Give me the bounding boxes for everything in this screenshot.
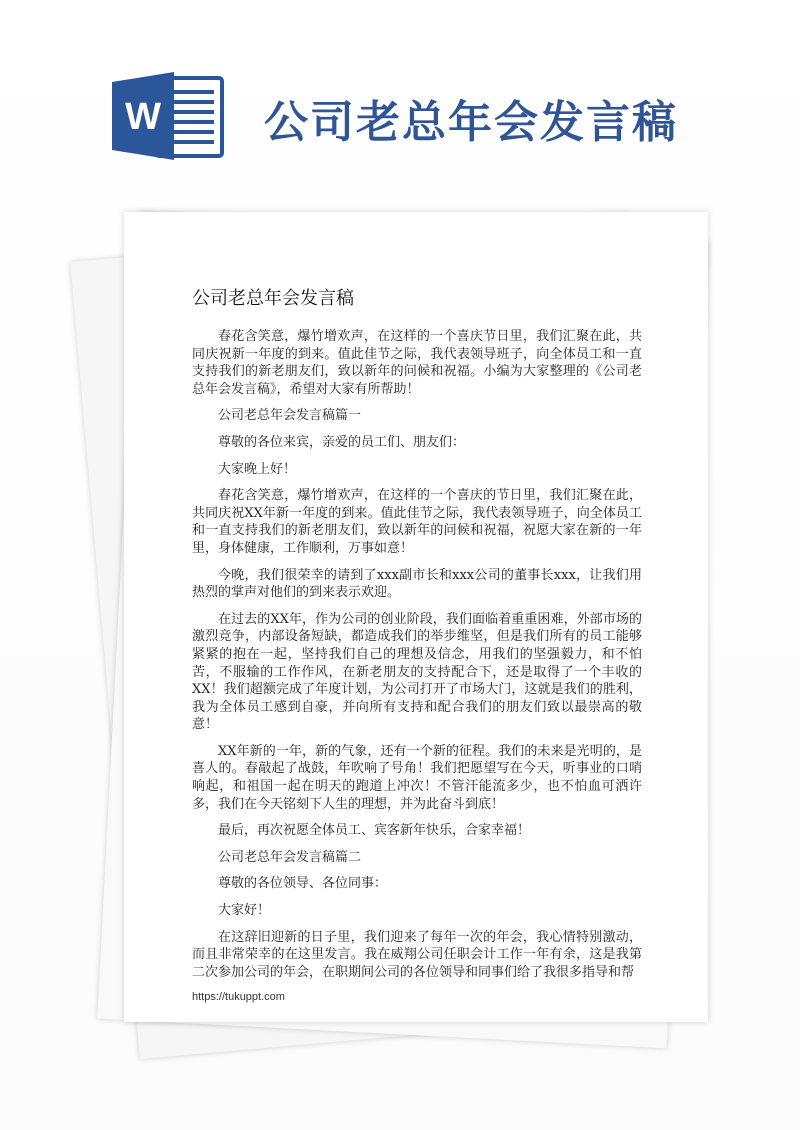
salutation: 尊敬的各位领导、各位同事： [218, 876, 388, 892]
section-heading-part-one: 公司老总年会发言稿篇一 [218, 408, 362, 424]
page-header-title: 公司老总年会发言稿 [264, 97, 678, 148]
word-logo-letter: W [125, 96, 161, 138]
section-heading-part-two: 公司老总年会发言稿篇二 [218, 849, 362, 865]
body-paragraph: 在这辞旧迎新的日子里，我们迎来了每年一次的年会，我心情特别激动，而且非常荣幸的在这里发言。我在威翔公司任职会计工作一年有余，这是我第二次参加公司的年会，在职期间公司的各位领导和同事们给了我很多指导和帮 [192, 929, 642, 980]
greeting: 大家晚上好！ [218, 461, 297, 477]
document-title: 公司老总年会发言稿 [192, 288, 354, 309]
word-document-icon [112, 70, 230, 162]
body-paragraph: 春花含笑意，爆竹增欢声，在这样的一个喜庆的节日里，我们汇聚在此，共同庆祝XX年新一年度的到来。值此佳节之际，我代表领导班子，向全体员工和一直支持我们的新老朋友们，致以新年的问候和祝福，祝愿大家在新的一年里，身体健康，工作顺利，万事如意！ [192, 488, 642, 556]
body-paragraph: XX年新的一年，新的气象，还有一个新的征程。我们的未来是光明的，是喜人的。春敲起了战鼓，年吹响了号角！我们把愿望写在今天，听事业的口哨响起，和祖国一起在明天的跑道上冲次！不管汗能流多少，也不怕血可洒许多，我们在今天铭刻下人生的理想，并为此奋斗到底！ [192, 743, 642, 812]
closing-paragraph: 最后，再次祝愿全体员工、宾客新年快乐，合家幸福！ [218, 823, 531, 839]
document-footer-url: https://tukuppt.com [192, 991, 285, 1003]
greeting: 大家好！ [218, 903, 271, 919]
intro-paragraph: 春花含笑意，爆竹增欢声，在这样的一个喜庆节日里，我们汇聚在此，共同庆祝新一年度的到来。值此佳节之际，我代表领导班子，向全体员工和一直支持我们的新老朋友们，致以新年的问候和祝福。小编为大家整理的《公司老总年会发言稿》，希望对大家有所帮助！ [192, 329, 642, 397]
document-page [124, 212, 708, 1022]
body-paragraph: 在过去的XX年，作为公司的创业阶段，我们面临着重重困难，外部市场的激烈竞争，内部设备短缺，都造成我们的举步维坚，但是我们所有的员工能够紧紧的抱在一起，坚持我们自己的理想及信念，用我们的坚强毅力，和不怕苦，不服输的工作作风，在新老朋友的支持配合下，还是取得了一个丰收的XX！我们超额完成了年度计划，为公司打开了市场大门，这就是我们的胜利，我为全体员工感到自豪，并向所有支持和配合我们的朋友们致以最崇高的敬意！ [192, 611, 642, 733]
salutation: 尊敬的各位来宾，亲爱的员工们、朋友们： [218, 434, 466, 450]
document-body [192, 328, 642, 990]
body-paragraph: 今晚，我们很荣幸的请到了xxx副市长和xxx公司的董事长xxx，让我们用热烈的掌声对他们的到来表示欢迎。 [192, 567, 642, 601]
